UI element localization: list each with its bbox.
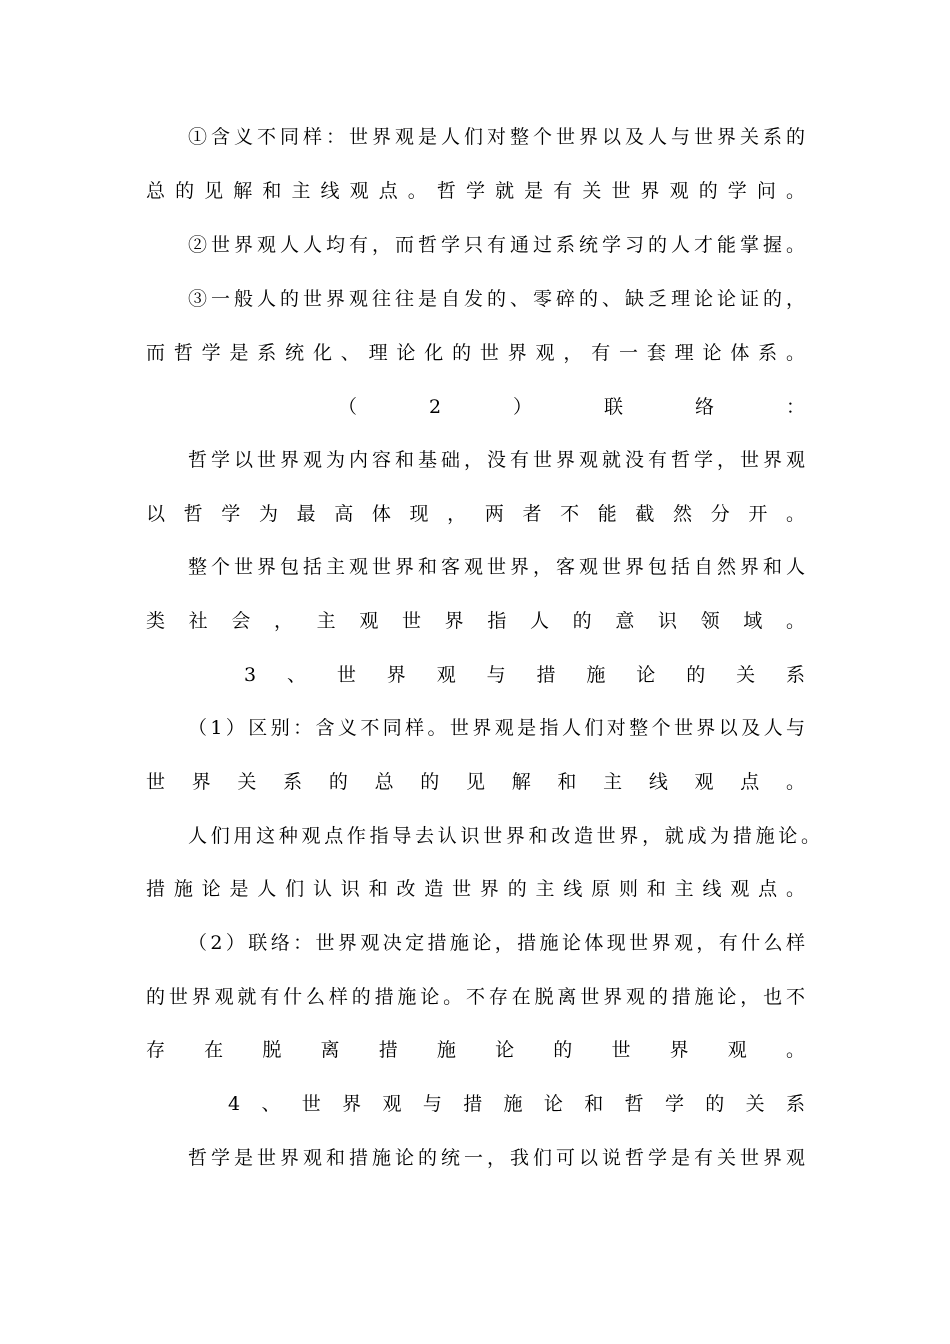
paragraph-line: ③一般人的世界观往往是自发的、零碎的、缺乏理论论证的， bbox=[188, 288, 805, 310]
paragraph-line: 世界关系的总的见解和主线观点。 bbox=[146, 771, 805, 793]
paragraph-line: 整个世界包括主观世界和客观世界，客观世界包括自然界和人 bbox=[188, 556, 805, 578]
section-heading: 4、世界观与措施论和哲学的关系 bbox=[228, 1093, 805, 1115]
paragraph-line: 类社会，主观世界指人的意识领域。 bbox=[146, 610, 805, 632]
paragraph-line: ②世界观人人均有，而哲学只有通过系统学习的人才能掌握。 bbox=[188, 234, 805, 256]
paragraph-line: 以哲学为最高体现，两者不能截然分开。 bbox=[146, 503, 805, 525]
paragraph-line: 哲学以世界观为内容和基础，没有世界观就没有哲学，世界观 bbox=[188, 449, 805, 471]
section-heading: 3、世界观与措施论的关系 bbox=[244, 664, 805, 686]
paragraph-line: 人们用这种观点作指导去认识世界和改造世界，就成为措施论。 bbox=[188, 825, 820, 847]
paragraph-line: ①含义不同样：世界观是人们对整个世界以及人与世界关系的 bbox=[188, 126, 805, 148]
paragraph-line: 存在脱离措施论的世界观。 bbox=[146, 1039, 805, 1061]
paragraph-line: 措施论是人们认识和改造世界的主线原则和主线观点。 bbox=[146, 878, 805, 900]
paragraph-line: （2）联络：世界观决定措施论，措施论体现世界观，有什么样 bbox=[188, 932, 805, 954]
paragraph-line: （1）区别：含义不同样。世界观是指人们对整个世界以及人与 bbox=[188, 717, 805, 739]
paragraph-line: 哲学是世界观和措施论的统一，我们可以说哲学是有关世界观 bbox=[188, 1147, 805, 1169]
subheading: （2）联络： bbox=[338, 396, 805, 418]
paragraph-line: 总的见解和主线观点。哲学就是有关世界观的学问。 bbox=[146, 180, 805, 202]
paragraph-line: 的世界观就有什么样的措施论。不存在脱离世界观的措施论，也不 bbox=[146, 986, 805, 1008]
paragraph-line: 而哲学是系统化、理论化的世界观，有一套理论体系。 bbox=[146, 342, 805, 364]
